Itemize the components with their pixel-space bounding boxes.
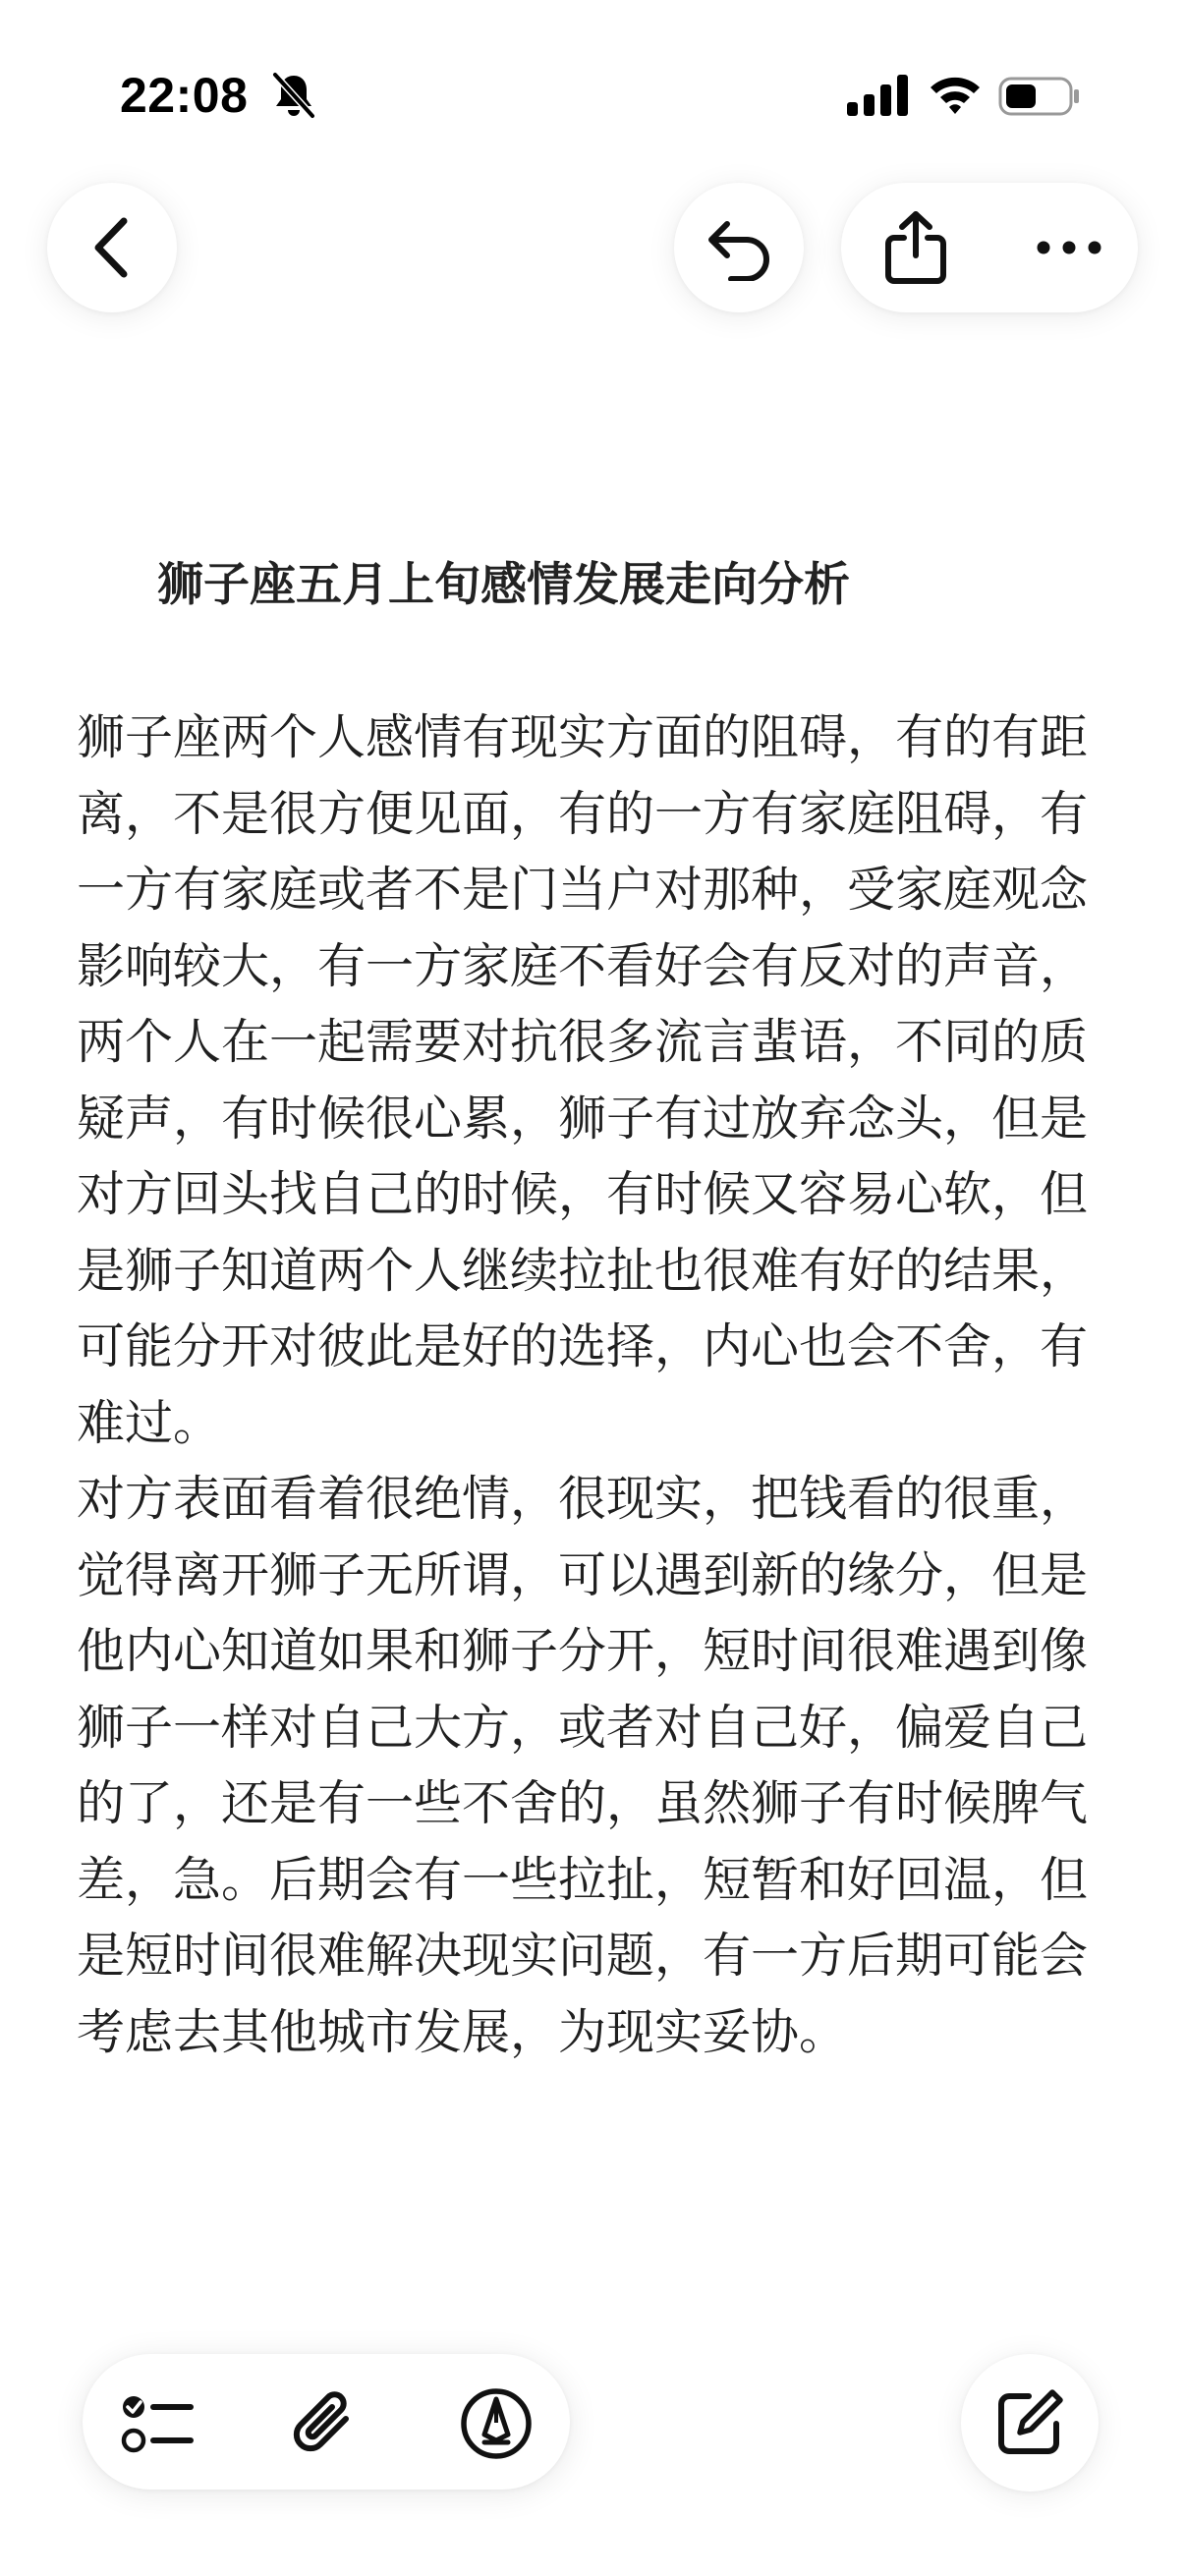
share-more-group	[841, 183, 1138, 312]
share-icon[interactable]	[880, 210, 951, 285]
status-time: 22:08	[120, 68, 249, 123]
note-paragraph: 狮子座两个人感情有现实方面的阻碍，有的有距离，不是很方便见面，有的一方有家庭阻碍，有一方有家庭或者不是门当户对那种，受家庭观念影响较大，有一方家庭不看好会有反对的声音，两个人在一起需要对抗很多流言蜚语，不同的质疑声，有时候很心累，狮子有过放弃念头，但是对方回头找自己的时候，有时候又容易心软，但是狮子知道两个人继续拉扯也很难有好的结果，可能分开对彼此是好的选择，内心也会不舍，有难过。	[77, 709, 1089, 1451]
paperclip-icon[interactable]	[287, 2385, 364, 2462]
status-bar	[0, 0, 1185, 187]
bell-slash-icon	[271, 71, 316, 120]
compose-icon	[993, 2386, 1066, 2459]
note-body[interactable]	[77, 700, 1099, 2070]
back-button[interactable]	[47, 183, 177, 312]
note-paragraph: 对方表面看着很绝情，很现实，把钱看的很重，觉得离开狮子无所谓，可以遇到新的缘分，但是他内心知道如果和狮子分开，短时间很难遇到像狮子一样对自己大方，或者对自己好，偏爱自己的了，还是有一些不舍的，虽然狮子有时候脾气差，急。后期会有一些拉扯，短暂和好回温，但是短时间很难解决现实问题，有一方后期可能会考虑去其他城市发展，为现实妥协。	[77, 1471, 1089, 2060]
wifi-icon	[928, 73, 983, 116]
battery-icon	[998, 77, 1081, 116]
undo-icon	[704, 214, 774, 281]
ellipsis-icon[interactable]	[1034, 228, 1104, 267]
chevron-left-icon	[85, 213, 140, 282]
undo-button[interactable]	[674, 183, 804, 312]
note-title[interactable]: 狮子座五月上旬感情发展走向分析	[157, 558, 850, 612]
cellular-signal-icon	[847, 75, 910, 116]
markup-pen-icon[interactable]	[458, 2385, 535, 2462]
bottom-toolbar	[83, 2354, 570, 2490]
checklist-icon[interactable]	[120, 2385, 197, 2462]
compose-button[interactable]	[961, 2354, 1099, 2492]
